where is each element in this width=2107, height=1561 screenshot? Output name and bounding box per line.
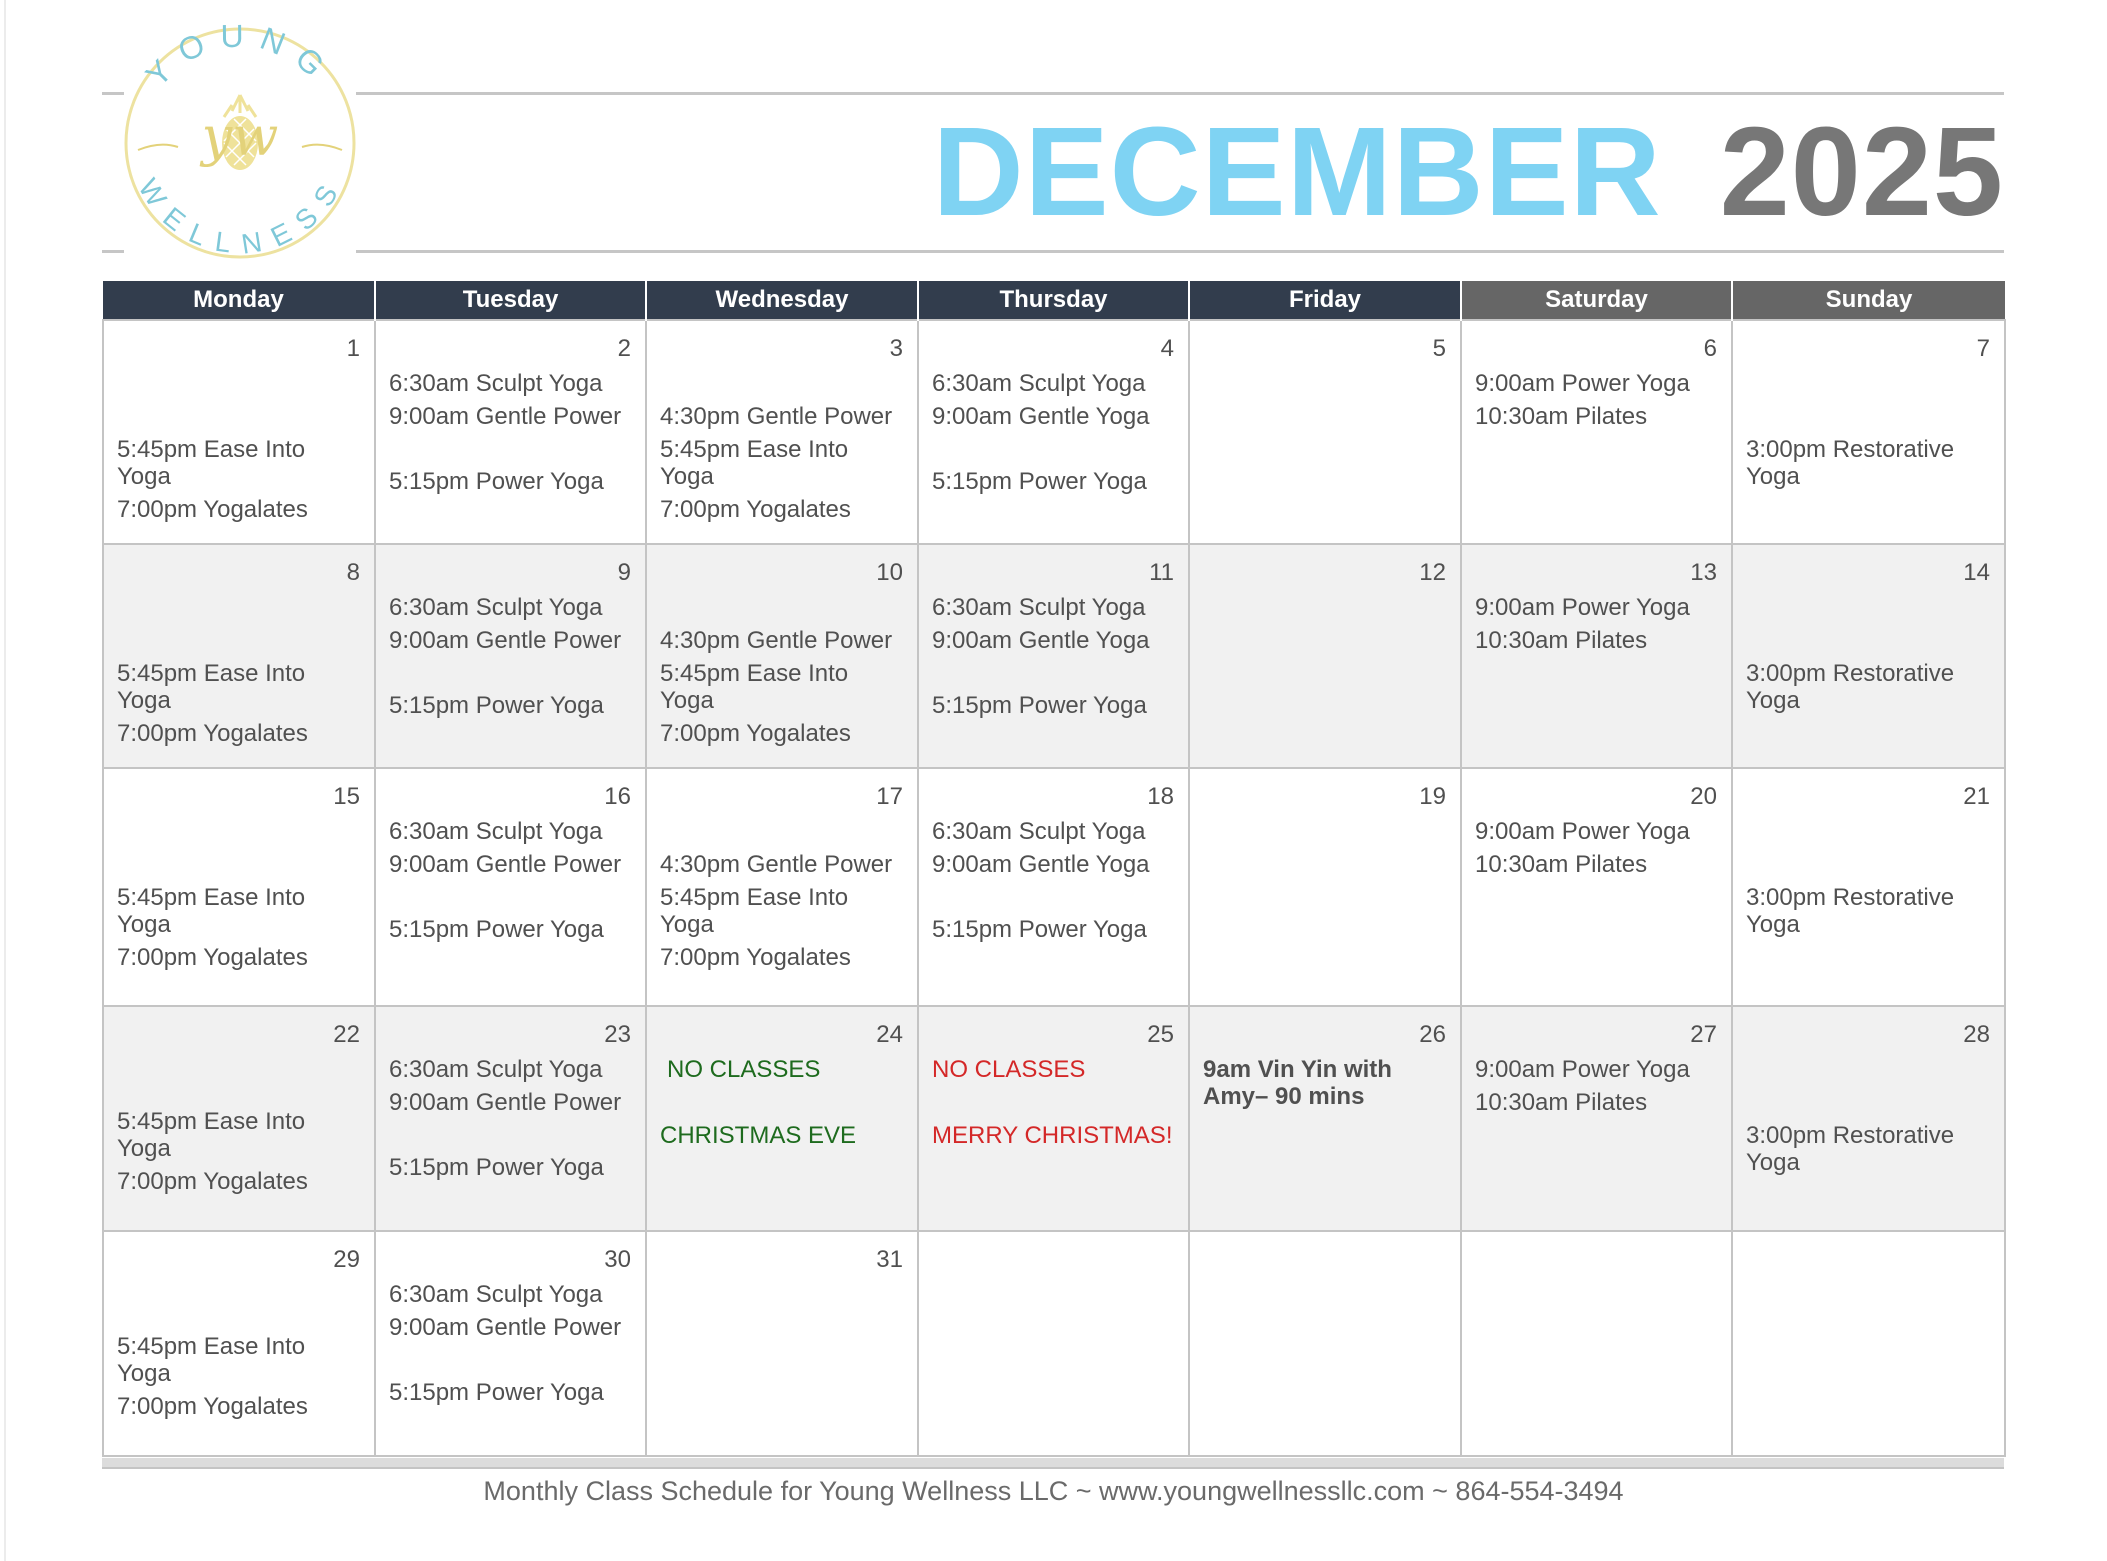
day-cell — [103, 320, 375, 544]
event-line: 9:00am Gentle Yoga — [932, 627, 1150, 654]
event-line: Yoga — [1746, 911, 1800, 938]
day-cell — [918, 320, 1189, 544]
day-cell — [1189, 1006, 1461, 1231]
day-number: 17 — [876, 783, 903, 810]
day-number: 10 — [876, 559, 903, 586]
weekday-monday: Monday — [103, 281, 375, 320]
weekday-sunday: Sunday — [1732, 281, 2005, 320]
title-year: 2025 — [1719, 101, 2004, 242]
event-line: 6:30am Sculpt Yoga — [389, 818, 603, 845]
event-line: 3:00pm Restorative — [1746, 660, 1955, 687]
event-line: 3:00pm Restorative — [1746, 436, 1955, 463]
day-cell — [103, 1006, 375, 1231]
event-line: 7:00pm Yogalates — [117, 1168, 308, 1195]
event-line: Yoga — [1746, 463, 1800, 490]
day-cell — [1189, 1231, 1461, 1456]
day-cell — [103, 1231, 375, 1456]
header-rule-left-lower — [102, 250, 124, 253]
day-cell — [1732, 1231, 2005, 1456]
event-line: 6:30am Sculpt Yoga — [389, 370, 603, 397]
event-line: 5:45pm Ease Into — [117, 1333, 306, 1360]
day-number: 4 — [1160, 335, 1174, 362]
weekday-friday: Friday — [1189, 281, 1461, 320]
logo-bottom-text: WELLNESS — [132, 173, 348, 260]
calendar-bottom-strip — [102, 1458, 2004, 1467]
event-line: 10:30am Pilates — [1475, 851, 1648, 878]
day-cell — [375, 320, 646, 544]
calendar-bottom-border — [102, 1467, 2004, 1469]
event-line: 9:00am Gentle Power — [389, 403, 622, 430]
day-cell — [1461, 544, 1732, 768]
day-number: 9 — [617, 559, 631, 586]
event-line: 4:30pm Gentle Power — [660, 851, 893, 878]
event-line: Yoga — [117, 463, 171, 490]
weekday-tuesday: Tuesday — [375, 281, 646, 320]
event-line: 6:30am Sculpt Yoga — [389, 594, 603, 621]
event-line: 5:15pm Power Yoga — [932, 916, 1147, 943]
day-cell — [1732, 320, 2005, 544]
day-cell — [1189, 320, 1461, 544]
header-rule-top — [356, 92, 2004, 95]
day-cell — [1461, 1006, 1732, 1231]
day-cell — [1732, 544, 2005, 768]
day-number: 3 — [889, 335, 903, 362]
day-number: 31 — [876, 1246, 903, 1273]
event-line: 10:30am Pilates — [1475, 403, 1648, 430]
day-number: 19 — [1419, 783, 1446, 810]
event-line: 5:45pm Ease Into — [660, 660, 849, 687]
day-cell — [1732, 1006, 2005, 1231]
event-line: 4:30pm Gentle Power — [660, 403, 893, 430]
holiday-label: CHRISTMAS EVE — [660, 1122, 857, 1149]
event-line: 5:45pm Ease Into — [117, 1108, 306, 1135]
day-cell — [646, 1231, 918, 1456]
event-line: Yoga — [117, 911, 171, 938]
event-line: 6:30am Sculpt Yoga — [932, 594, 1146, 621]
page-title — [933, 102, 2004, 242]
day-number: 30 — [604, 1246, 631, 1273]
day-cell — [103, 544, 375, 768]
event-line: 7:00pm Yogalates — [117, 720, 308, 747]
day-cell — [375, 1006, 646, 1231]
day-number: 8 — [346, 559, 360, 586]
event-line: 5:15pm Power Yoga — [389, 692, 604, 719]
event-line: 9:00am Power Yoga — [1475, 1056, 1690, 1083]
event-line: 5:15pm Power Yoga — [389, 916, 604, 943]
day-cell — [1189, 768, 1461, 1006]
event-line: 5:45pm Ease Into — [660, 884, 849, 911]
event-line: Yoga — [660, 463, 714, 490]
day-number: 1 — [346, 335, 360, 362]
day-cell — [375, 768, 646, 1006]
event-line: 9:00am Gentle Yoga — [932, 851, 1150, 878]
event-line: 4:30pm Gentle Power — [660, 627, 893, 654]
day-number: 23 — [604, 1021, 631, 1048]
event-line: 6:30am Sculpt Yoga — [389, 1056, 603, 1083]
day-cell — [1461, 320, 1732, 544]
day-cell — [918, 1231, 1189, 1456]
holiday-label: MERRY CHRISTMAS! — [932, 1122, 1173, 1149]
event-line: 5:45pm Ease Into — [117, 884, 306, 911]
day-number: 15 — [333, 783, 360, 810]
day-number: 2 — [617, 335, 631, 362]
week-row — [103, 1006, 2005, 1231]
event-line: 5:15pm Power Yoga — [389, 1379, 604, 1406]
day-number: 26 — [1419, 1021, 1446, 1048]
day-cell — [103, 768, 375, 1006]
day-number: 14 — [1963, 559, 1990, 586]
event-line: 9:00am Gentle Power — [389, 627, 622, 654]
event-line: 9:00am Power Yoga — [1475, 370, 1690, 397]
day-number: 27 — [1690, 1021, 1717, 1048]
event-line: 7:00pm Yogalates — [660, 720, 851, 747]
event-line: 9:00am Power Yoga — [1475, 594, 1690, 621]
event-line: 7:00pm Yogalates — [117, 944, 308, 971]
day-number: 13 — [1690, 559, 1717, 586]
day-number: 18 — [1147, 783, 1174, 810]
event-line: Yoga — [117, 1360, 171, 1387]
event-line: 3:00pm Restorative — [1746, 884, 1955, 911]
event-line: 5:15pm Power Yoga — [932, 692, 1147, 719]
event-line: Yoga — [117, 687, 171, 714]
calendar-grid — [102, 281, 2006, 1457]
day-cell — [646, 320, 918, 544]
day-number: 24 — [876, 1021, 903, 1048]
day-cell — [646, 544, 918, 768]
weekday-thursday: Thursday — [918, 281, 1189, 320]
day-number: 11 — [1149, 559, 1174, 586]
event-line: 9:00am Gentle Power — [389, 1314, 622, 1341]
no-classes-notice: NO CLASSES — [667, 1056, 821, 1083]
event-line: 9:00am Gentle Yoga — [932, 403, 1150, 430]
day-number: 22 — [333, 1021, 360, 1048]
day-number: 28 — [1963, 1021, 1990, 1048]
week-row — [103, 768, 2005, 1006]
day-cell — [1461, 1231, 1732, 1456]
day-number: 25 — [1147, 1021, 1174, 1048]
event-line: 5:45pm Ease Into — [660, 436, 849, 463]
event-line: Yoga — [117, 1135, 171, 1162]
day-cell — [1189, 544, 1461, 768]
event-line: 7:00pm Yogalates — [117, 496, 308, 523]
event-line: Yoga — [1746, 1149, 1800, 1176]
event-line: 7:00pm Yogalates — [660, 496, 851, 523]
event-line: Yoga — [1746, 687, 1800, 714]
day-cell — [646, 1006, 918, 1231]
weekday-wednesday: Wednesday — [646, 281, 918, 320]
logo-script: yw — [201, 105, 279, 168]
young-wellness-logo — [120, 15, 365, 265]
day-cell — [1461, 768, 1732, 1006]
event-line: 5:15pm Power Yoga — [389, 1154, 604, 1181]
page-edge — [4, 0, 6, 1561]
day-number: 7 — [1976, 335, 1990, 362]
event-line: 9am Vin Yin with — [1203, 1056, 1392, 1083]
day-number: 12 — [1419, 559, 1446, 586]
logo-top-text: YOUNG — [138, 17, 342, 94]
day-cell — [918, 768, 1189, 1006]
day-number: 6 — [1703, 335, 1717, 362]
title-month: DECEMBER — [932, 101, 1662, 242]
day-number: 29 — [333, 1246, 360, 1273]
event-line: 10:30am Pilates — [1475, 1089, 1648, 1116]
week-row — [103, 544, 2005, 768]
day-number: 20 — [1690, 783, 1717, 810]
event-line: 6:30am Sculpt Yoga — [932, 818, 1146, 845]
event-line: 5:15pm Power Yoga — [389, 468, 604, 495]
event-line: Amy– 90 mins — [1203, 1083, 1365, 1110]
event-line: 9:00am Gentle Power — [389, 851, 622, 878]
event-line: 7:00pm Yogalates — [117, 1393, 308, 1420]
event-line: 9:00am Gentle Power — [389, 1089, 622, 1116]
day-cell — [375, 1231, 646, 1456]
week-row — [103, 320, 2005, 544]
header-rule-bottom — [356, 250, 2004, 253]
day-cell — [646, 768, 918, 1006]
day-number: 5 — [1432, 335, 1446, 362]
day-cell — [375, 544, 646, 768]
footer-text: Monthly Class Schedule for Young Wellness LLC ~ www.youngwellnessllc.com ~ 864-554-3494 — [483, 1476, 1624, 1506]
event-line: 3:00pm Restorative — [1746, 1122, 1955, 1149]
day-cell — [1732, 768, 2005, 1006]
event-line: 6:30am Sculpt Yoga — [389, 1281, 603, 1308]
weekday-saturday: Saturday — [1461, 281, 1732, 320]
day-number: 16 — [604, 783, 631, 810]
event-line: 10:30am Pilates — [1475, 627, 1648, 654]
event-line: 5:15pm Power Yoga — [932, 468, 1147, 495]
week-row — [103, 1231, 2005, 1456]
event-line: 7:00pm Yogalates — [660, 944, 851, 971]
event-line: Yoga — [660, 911, 714, 938]
event-line: 5:45pm Ease Into — [117, 436, 306, 463]
day-cell — [918, 544, 1189, 768]
event-line: 5:45pm Ease Into — [117, 660, 306, 687]
event-line: Yoga — [660, 687, 714, 714]
day-cell — [918, 1006, 1189, 1231]
event-line: 9:00am Power Yoga — [1475, 818, 1690, 845]
header-rule-left — [102, 92, 124, 95]
weekday-header-row — [103, 281, 2005, 320]
day-number: 21 — [1963, 783, 1990, 810]
event-line: 6:30am Sculpt Yoga — [932, 370, 1146, 397]
no-classes-notice: NO CLASSES — [932, 1056, 1086, 1083]
